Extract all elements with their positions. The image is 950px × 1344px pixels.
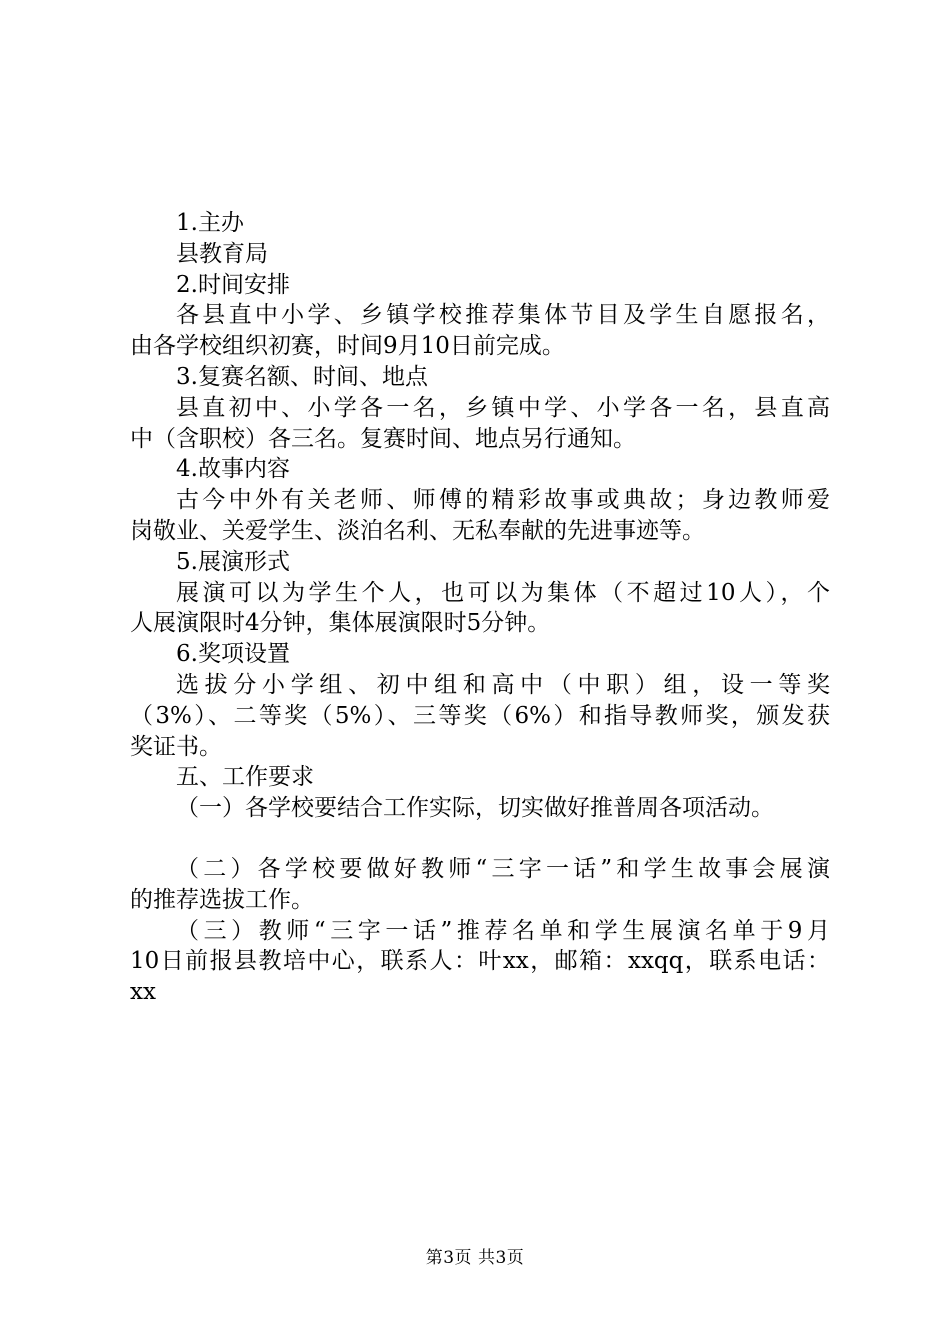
paragraph-line: 的推荐选拔工作。 <box>130 886 314 913</box>
paragraph-line: 人展演限时4分钟，集体展演限时5分钟。 <box>130 610 551 637</box>
section-heading-performance-form: 5.展演形式 <box>176 548 290 575</box>
paragraph-line: （二）各学校要做好教师“三字一话”和学生故事会展演 <box>176 855 830 882</box>
page-footer: 第3页 共3页 <box>425 1248 525 1268</box>
paragraph-line: 各县直中小学、乡镇学校推荐集体节目及学生自愿报名， <box>176 302 830 329</box>
paragraph-line: 展演可以为学生个人，也可以为集体（不超过10人），个 <box>176 579 830 606</box>
document-body <box>130 208 830 1008</box>
section-heading-work-requirements: 五、工作要求 <box>176 764 314 791</box>
paragraph-gap <box>130 824 830 854</box>
paragraph-line: 选拔分小学组、初中组和高中（中职）组，设一等奖 <box>176 671 830 698</box>
paragraph-line: 岗敬业、关爱学生、淡泊名利、无私奉献的先进事迹等。 <box>130 517 705 544</box>
paragraph-line: 奖证书。 <box>130 733 222 760</box>
section-heading-awards: 6.奖项设置 <box>176 641 290 668</box>
paragraph-line: （3%）、二等奖（5%）、三等奖（6%）和指导教师奖，颁发获 <box>130 702 830 729</box>
section-heading-semifinal: 3.复赛名额、时间、地点 <box>176 363 428 390</box>
paragraph-line: 县直初中、小学各一名，乡镇中学、小学各一名，县直高 <box>176 394 830 421</box>
paragraph-line: 10日前报县教培中心，联系人：叶xx，邮箱：xxqq，联系电话： <box>130 948 830 975</box>
section-heading-schedule: 2.时间安排 <box>176 271 290 298</box>
paragraph-line: 县教育局 <box>176 240 268 267</box>
paragraph-line: （一）各学校要结合工作实际，切实做好推普周各项活动。 <box>176 795 774 822</box>
paragraph-line: xx <box>130 979 156 1006</box>
paragraph-line: 古今中外有关老师、师傅的精彩故事或典故；身边教师爱 <box>176 487 830 514</box>
paragraph-line: 中（含职校）各三名。复赛时间、地点另行通知。 <box>130 425 636 452</box>
section-heading-organizer: 1.主办 <box>176 210 244 236</box>
paragraph-line: （三）教师“三字一话”推荐名单和学生展演名单于9月 <box>176 917 830 944</box>
section-heading-story-content: 4.故事内容 <box>176 456 290 483</box>
paragraph-line: 由各学校组织初赛，时间9月10日前完成。 <box>130 333 565 360</box>
